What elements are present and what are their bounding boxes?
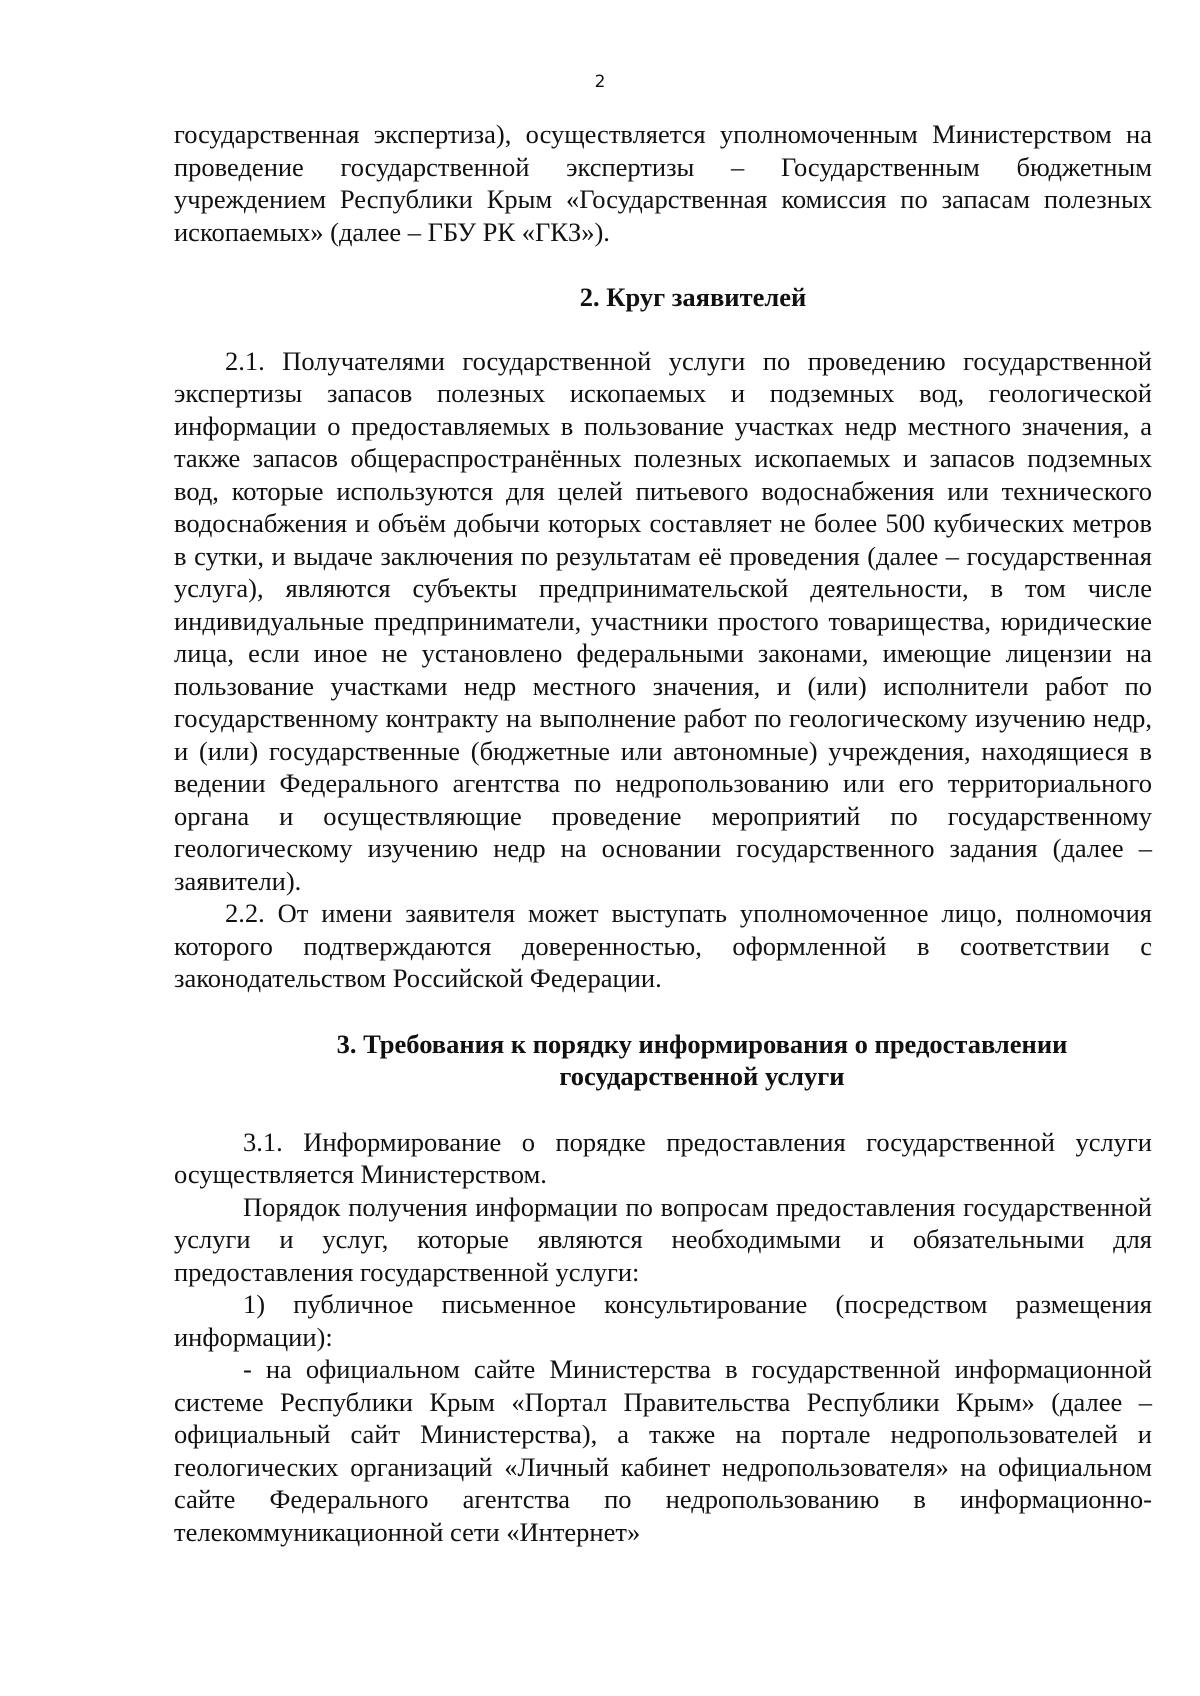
paragraph-2-1: 2.1. Получателями государственной услуги по проведению государственной экспертизы запасов полезных ископаемых и подземных вод, геологической информации о предоставляемых в пользование участках недр местного значения, а также запасов общераспространённых полезных ископаемых и запасов подземных вод, которые используются для целей питьевого водоснабжения или технического водоснабжения и объём добычи которых составляет не более 500 кубических метров в сутки, и выдаче заключения по результатам её проведения (далее – государственная услуга), являются субъекты предпринимательской деятельности, в том числе индивидуальные предприниматели, участники простого товарищества, юридические лица, если иное не установлено федеральными законами, имеющие лицензии на пользование участками недр местного значения, и (или) исполнители работ по государственному контракту на выполнение работ по геологическому изучению недр, и (или) государственные (бюджетные или автономные) учреждения, находящиеся в ведении Федерального агентства по недропользованию или его территориального органа и осуществляющие проведение мероприятий по государственному геологическому изучению недр на основании государственного задания (далее – заявители).: [174, 345, 1152, 896]
paragraph-item-1: 1) публичное письменное консультирование (посредством размещения информации):: [174, 1289, 1152, 1352]
section-3-heading-line1: 3. Требования к порядку информирования о предоставлении: [336, 1028, 1068, 1059]
paragraph-procedure: Порядок получения информации по вопросам предоставления государственной услуги и услуг, которые являются необходимыми и обязательными для предоставления государственной услуги:: [174, 1191, 1152, 1287]
paragraph-2-2: 2.2. От имени заявителя может выступать уполномоченное лицо, полномочия которого подтверждаются доверенностью, оформленной в соответствии с законодательством Российской Федерации.: [174, 898, 1152, 993]
section-3-heading-line2: государственной услуги: [559, 1061, 845, 1091]
intro-paragraph: государственная экспертиза), осуществляется уполномоченным Министерством на проведение государственной экспертизы – Государственным бюджетным учреждением Республики Крым «Государственная комиссия по запасам полезных ископаемых» (далее – ГБУ РК «ГКЗ»).: [174, 119, 1152, 247]
section-3-heading: [174, 1028, 1152, 1093]
document-body: [174, 118, 1152, 1548]
section-2-heading: 2. Круг заявителей: [579, 282, 807, 312]
page-number: 2: [594, 72, 606, 92]
paragraph-official-site: - на официальном сайте Министерства в государственной информационной системе Республики Крым «Портал Правительства Республики Крым» (далее – официальный сайт Министерства), а также на портале недропользователей и геологических организаций «Личный кабинет недропользователя» на официальном сайте Федерального агентства по недропользованию в информационно-телекоммуникационной сети «Интернет»: [174, 1354, 1152, 1547]
paragraph-3-1: 3.1. Информирование о порядке предоставления государственной услуги осуществляется Министерством.: [174, 1126, 1152, 1189]
